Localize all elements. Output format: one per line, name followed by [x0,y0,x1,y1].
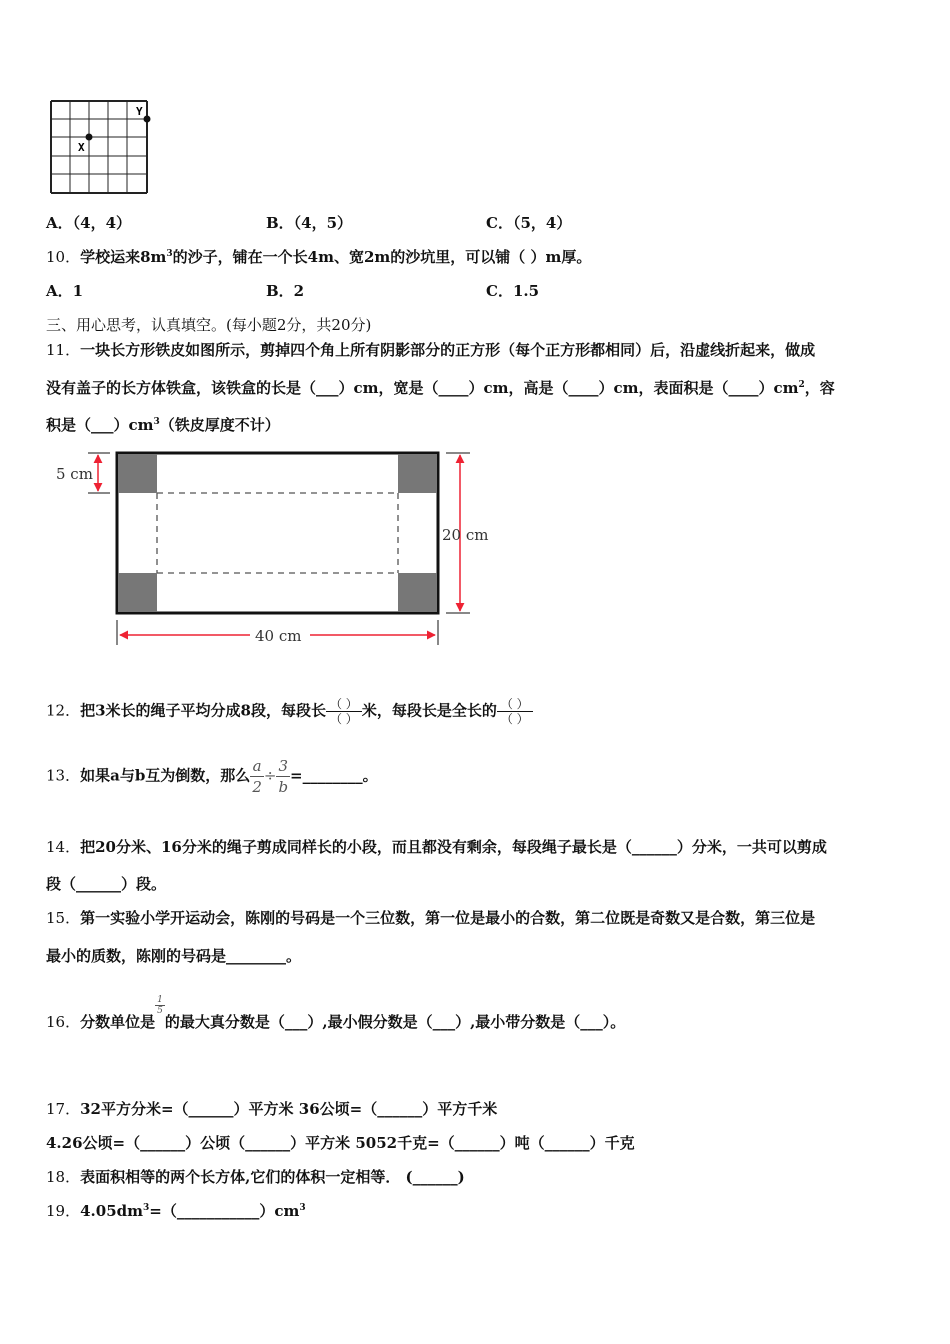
q11-line2b: ，容 [804,379,835,397]
question-11-line-1 [46,339,815,360]
corner-square-tl [118,454,157,493]
sheet-figure [50,445,510,655]
q10-option-a: A．1 [46,282,84,300]
q13-fraction-a [250,756,264,797]
q18-number: 18． [46,1168,81,1186]
question-14-line-1 [46,836,827,857]
q13-f1-top: a [250,756,264,777]
grid-figure [50,100,152,196]
q15-number: 15． [46,909,81,927]
label-x: X [78,141,85,154]
q11-line2a: 没有盖子的长方体铁盒，该铁盒的长是（___）cm，宽是（____）cm，高是（____）cm，表面积是（____）cm [46,379,799,397]
question-11-line-2 [46,377,835,398]
q10-text-b: 的沙子，铺在一个长4m、宽2m的沙坑里，可以铺（ ）m厚。 [172,248,592,266]
question-13 [46,756,378,797]
q13-text-b: =________。 [290,766,378,785]
q17-line1: 32平方分米=（______）平方米 36公顷=（______）平方千米 [80,1100,498,1118]
q11-line3b: （铁皮厚度不计） [159,416,280,434]
question-19 [46,1200,306,1221]
q12-frac2-bot: （ ） [500,712,529,726]
corner-square-tr [398,454,437,493]
q13-f1-bot: 2 [252,778,262,796]
label-y: Y [136,105,143,118]
q19-sup-b: 3 [299,1203,306,1213]
q13-operator: ÷ [263,766,277,785]
q15-line2: 最小的质数，陈刚的号码是________。 [46,947,302,965]
q11-sup3: 3 [153,417,160,427]
side-label: 20 cm [442,526,489,544]
q14-line1: 把20分米、16分米的绳子剪成同样长的小段，而且都没有剩余，每段绳子最长是（______）分米，一共可以剪成 [80,838,827,856]
corner-square-bl [118,573,157,612]
question-12 [46,697,533,726]
q16-unit-bot: 5 [157,1005,163,1016]
height-label: 5 cm [56,465,93,483]
question-11-line-3 [46,414,280,435]
q10-sup: 3 [166,249,173,259]
q14-line2: 段（______）段。 [46,875,167,893]
q9-option-b: B．（4，5） [266,214,353,232]
q12-frac1-bot: （ ） [329,712,358,726]
q12-fraction-2 [497,697,533,726]
q19-sup-a: 3 [143,1203,150,1213]
q12-text-b: 米，每段长是全长的 [361,701,497,720]
q11-sup2: 2 [798,380,805,390]
q16-text-a: 分数单位是 [80,1013,156,1031]
q13-f2-top: 3 [276,756,290,777]
q9-option-a: A．（4，4） [46,214,132,232]
question-15-line-1 [46,907,815,928]
q10-number: 10． [46,248,81,266]
width-label: 40 cm [255,627,302,645]
corner-square-br [398,573,437,612]
q11-number: 11． [46,341,81,359]
q12-number: 12． [46,701,81,720]
q16-unit-fraction [155,995,165,1016]
q16-unit-top: 1 [157,994,163,1005]
q19-text-a: 4.05dm [80,1202,143,1220]
q11-line1: 一块长方形铁皮如图所示，剪掉四个角上所有阴影部分的正方形（每个正方形都相同）后，沿虚线折起来，做成 [80,341,816,359]
q19-number: 19． [46,1202,81,1220]
q13-text-a: 如果a与b互为倒数，那么 [80,766,251,785]
q12-text-a: 把3米长的绳子平均分成8段，每段长 [80,701,326,720]
q10-text-a: 学校运来8m [80,248,167,266]
question-10 [46,246,591,267]
q13-f2-bot: b [278,778,289,796]
q10-option-b: B．2 [266,282,305,300]
q13-fraction-b [276,756,290,797]
q10-option-c: C．1.5 [486,282,540,300]
question-18 [46,1166,465,1187]
q9-option-c: C．（5，4） [486,214,572,232]
point-y [144,116,151,123]
section-3-title: 三、用心思考，认真填空。(每小题2分，共20分) [46,316,372,334]
question-17-line-1 [46,1098,497,1119]
q17-line2: 4.26公顷=（______）公顷（______）平方米 5052千克=（______）吨（______）千克 [46,1134,635,1152]
q18-text: 表面积相等的两个长方体,它们的体积一定相等． (______) [80,1168,465,1186]
q11-line3a: 积是（___）cm [46,416,154,434]
q16-text-b: 的最大真分数是（___）,最小假分数是（___）,最小带分数是（___）。 [164,1013,626,1031]
q12-frac1-top: （ ） [326,697,362,712]
q13-number: 13． [46,766,81,785]
q19-text-b: =（___________）cm [149,1202,300,1220]
q16-number: 16． [46,1013,81,1031]
question-16 [46,994,626,1034]
q15-line1: 第一实验小学开运动会，陈刚的号码是一个三位数，第一位是最小的合数，第二位既是奇数又是合数，第三位是 [80,909,816,927]
q14-number: 14． [46,838,81,856]
point-x [86,134,93,141]
q17-number: 17． [46,1100,81,1118]
q12-frac2-top: （ ） [497,697,533,712]
q12-fraction-1 [326,697,362,726]
